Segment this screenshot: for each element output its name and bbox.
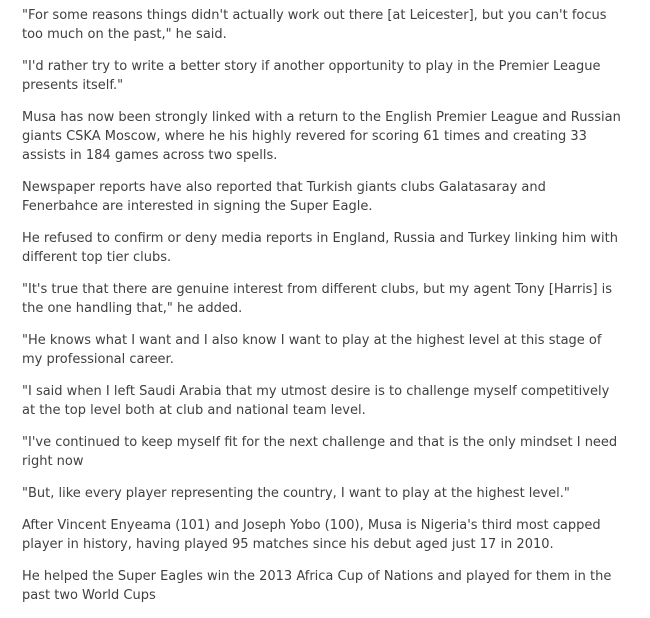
paragraph-caps-record: After Vincent Enyeama (101) and Joseph Yobo (100), Musa is Nigeria's third most capped player in history, having played 95 matches since his debut aged just 17 in 2010. — [22, 518, 601, 552]
paragraph-leicester-quote: "For some reasons things didn't actually work out there [at Leicester], but you can't focus too much on the past," he said. — [22, 8, 607, 42]
paragraph-fitness-quote: "I've continued to keep myself fit for the next challenge and that is the only mindset I need right now — [22, 435, 618, 469]
article-body — [22, 6, 622, 618]
paragraph-saudi-arabia-quote: "I said when I left Saudi Arabia that my utmost desire is to challenge myself competitively at the top level both at club and national team level. — [22, 384, 610, 418]
paragraph-turkish-clubs-interest: Newspaper reports have also reported that Turkish giants clubs Galatasaray and Fenerbahce are interested in signing the Super Eagle. — [22, 180, 546, 214]
paragraph-better-story-quote: "I'd rather try to write a better story if another opportunity to play in the Premier League presents itself." — [22, 59, 601, 93]
paragraph-media-reports: He refused to confirm or deny media reports in England, Russia and Turkey linking him with different top tier clubs. — [22, 231, 618, 265]
paragraph-agent-quote: "It's true that there are genuine interest from different clubs, but my agent Tony [Harris] is the one handling that," he added. — [22, 282, 613, 316]
paragraph-premier-league-cska-link: Musa has now been strongly linked with a return to the English Premier League and Russian giants CSKA Moscow, where he his highly revered for scoring 61 times and creating 33 assists in 184 games across two spells. — [22, 110, 621, 163]
paragraph-afcon-world-cups: He helped the Super Eagles win the 2013 Africa Cup of Nations and played for them in the past two World Cups — [22, 569, 612, 603]
paragraph-country-quote: "But, like every player representing the country, I want to play at the highest level." — [22, 486, 570, 501]
paragraph-highest-level-quote: "He knows what I want and I also know I want to play at the highest level at this stage of my professional career. — [22, 333, 602, 367]
